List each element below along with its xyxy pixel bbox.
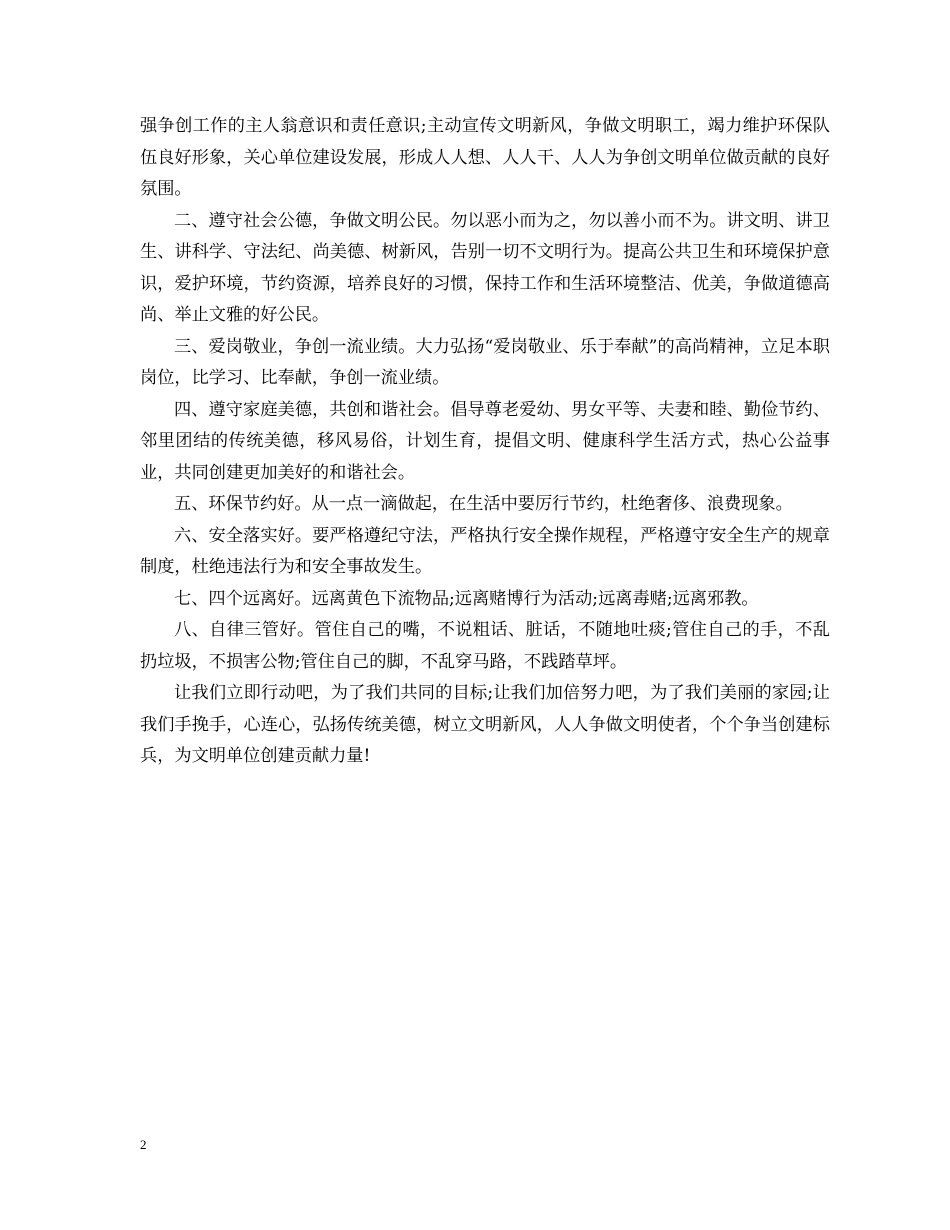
paragraph-item-2: 二、遵守社会公德，争做文明公民。勿以恶小而为之，勿以善小而不为。讲文明、讲卫生、讲科学、守法纪、尚美德、树新风，告别一切不文明行为。提高公共卫生和环境保护意识，爱护环境，节约资源，培养良好的习惯，保持工作和生活环境整洁、优美，争做道德高尚、举止文雅的好公民。 bbox=[140, 210, 830, 325]
page-number: 2 bbox=[140, 1137, 147, 1152]
document-body bbox=[140, 111, 830, 773]
paragraph-item-7: 七、四个远离好。远离黄色下流物品;远离赌博行为活动;远离毒赌;远离邪教。 bbox=[174, 588, 759, 609]
paragraph-item-8: 八、自律三管好。管住自己的嘴，不说粗话、脏话，不随地吐痰;管住自己的手，不乱扔垃圾，不损害公物;管住自己的脚，不乱穿马路，不践踏草坪。 bbox=[140, 620, 830, 672]
paragraph-item-6: 六、安全落实好。要严格遵纪守法，严格执行安全操作规程，严格遵守安全生产的规章制度，杜绝违法行为和安全事故发生。 bbox=[140, 525, 830, 577]
paragraph-continuation: 强争创工作的主人翁意识和责任意识;主动宣传文明新风，争做文明职工，竭力维护环保队伍良好形象，关心单位建设发展，形成人人想、人人干、人人为争创文明单位做贡献的良好氛围。 bbox=[140, 116, 830, 199]
paragraph-item-5: 五、环保节约好。从一点一滴做起，在生活中要厉行节约，杜绝奢侈、浪费现象。 bbox=[174, 494, 793, 514]
paragraph-item-3: 三、爱岗敬业，争创一流业绩。大力弘扬“爱岗敬业、乐于奉献”的高尚精神，立足本职岗位，比学习、比奉献，争创一流业绩。 bbox=[140, 336, 830, 388]
paragraph-item-4: 四、遵守家庭美德，共创和谐社会。倡导尊老爱幼、男女平等、夫妻和睦、勤俭节约、邻里团结的传统美德，移风易俗，计划生育，提倡文明、健康科学生活方式，热心公益事业，共同创建更加美好的和谐社会。 bbox=[140, 399, 830, 483]
paragraph-closing: 让我们立即行动吧，为了我们共同的目标;让我们加倍努力吧，为了我们美丽的家园;让我们手挽手，心连心，弘扬传统美德，树立文明新风，人人争做文明使者，个个争当创建标兵，为文明单位创建贡献力量! bbox=[140, 683, 830, 766]
